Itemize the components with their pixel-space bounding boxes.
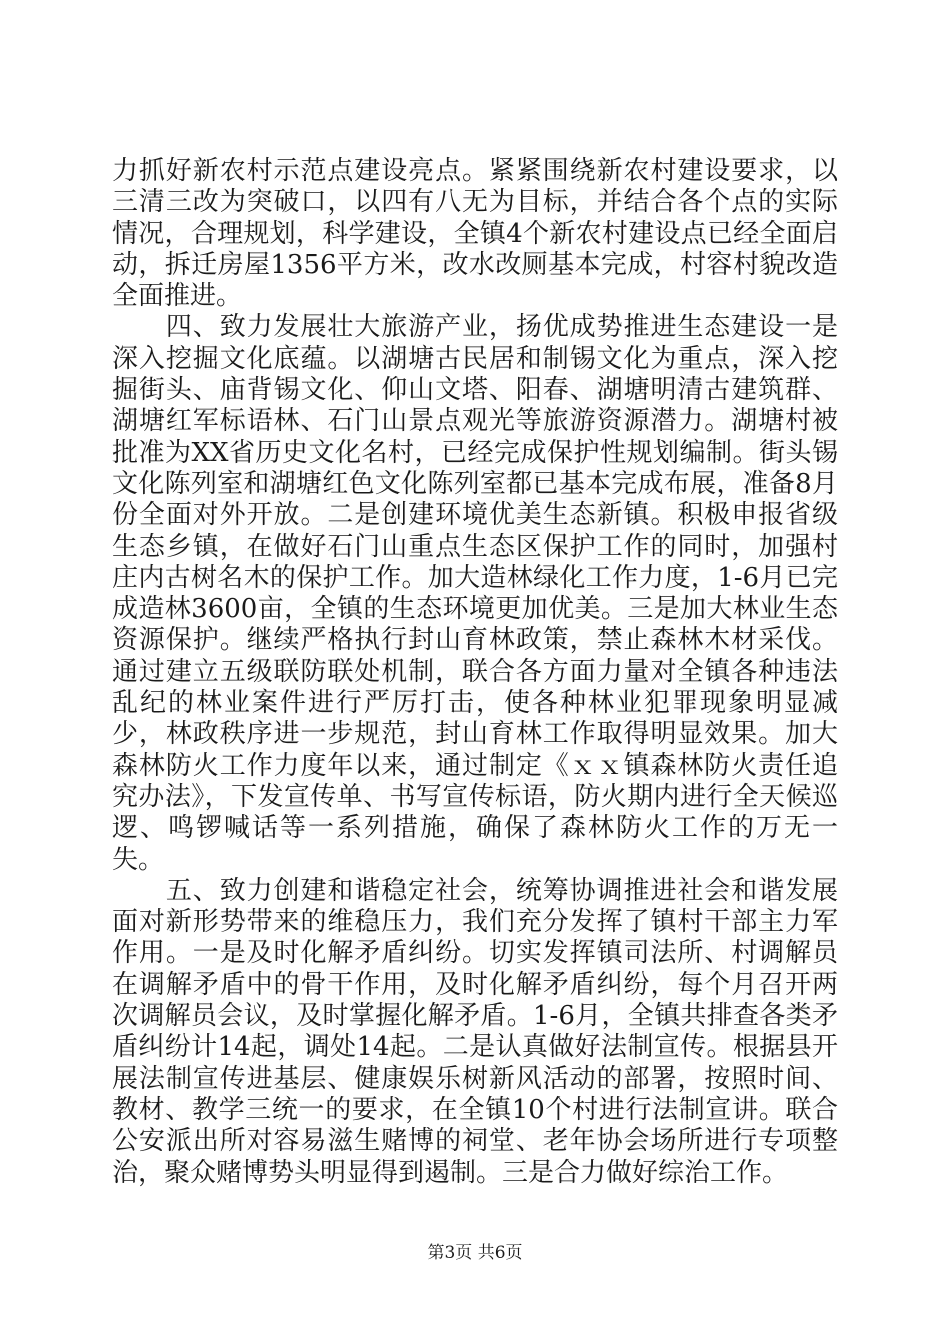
paragraph-new-village: 力抓好新农村示范点建设亮点。紧紧围绕新农村建设要求，以三清三改为突破口，以四有八无为目标，并结合各个点的实际情况，合理规划，科学建设，全镇4个新农村建设点已经全面启动，拆迁房屋1356平方米，改水改厕基本完成，村容村貌改造全面推进。 xyxy=(112,156,838,312)
page-footer xyxy=(0,1238,950,1263)
document-body xyxy=(112,156,838,1189)
paragraph-tourism-ecology: 四、致力发展壮大旅游产业，扬优成势推进生态建设一是深入挖掘文化底蕴。以湖塘古民居和制锡文化为重点，深入挖掘街头、庙背锡文化、仰山文塔、阳春、湖塘明清古建筑群、湖塘红军标语林、石门山景点观光等旅游资源潜力。湖塘村被批准为XX省历史文化名村，已经完成保护性规划编制。街头锡文化陈列室和湖塘红色文化陈列室都已基本完成布展，准备8月份全面对外开放。二是创建环境优美生态新镇。积极申报省级生态乡镇，在做好石门山重点生态区保护工作的同时，加强村庄内古树名木的保护工作。加大造林绿化工作力度，1-6月已完成造林3600亩，全镇的生态环境更加优美。三是加大林业生态资源保护。继续严格执行封山育林政策，禁止森林木材采伐。通过建立五级联防联处机制，联合各方面力量对全镇各种违法乱纪的林业案件进行严厉打击，使各种林业犯罪现象明显减少，林政秩序进一步规范，封山育林工作取得明显效果。加大森林防火工作力度年以来，通过制定《ｘｘ镇森林防火责任追究办法》，下发宣传单、书写宣传标语，防火期内进行全天候巡逻、鸣锣喊话等一系列措施，确保了森林防火工作的万无一失。 xyxy=(112,312,838,875)
page-number: 第3页 共6页 xyxy=(427,1243,523,1263)
paragraph-social-harmony: 五、致力创建和谐稳定社会，统筹协调推进社会和谐发展面对新形势带来的维稳压力，我们充分发挥了镇村干部主力军作用。一是及时化解矛盾纠纷。切实发挥镇司法所、村调解员在调解矛盾中的骨干作用，及时化解矛盾纠纷，每个月召开两次调解员会议，及时掌握化解矛盾。1-6月，全镇共排查各类矛盾纠纷计14起，调处14起。二是认真做好法制宣传。根据县开展法制宣传进基层、健康娱乐树新风活动的部署，按照时间、教材、教学三统一的要求，在全镇10个村进行法制宣讲。联合公安派出所对容易滋生赌博的祠堂、老年协会场所进行专项整治，聚众赌博势头明显得到遏制。三是合力做好综治工作。 xyxy=(112,875,838,1188)
